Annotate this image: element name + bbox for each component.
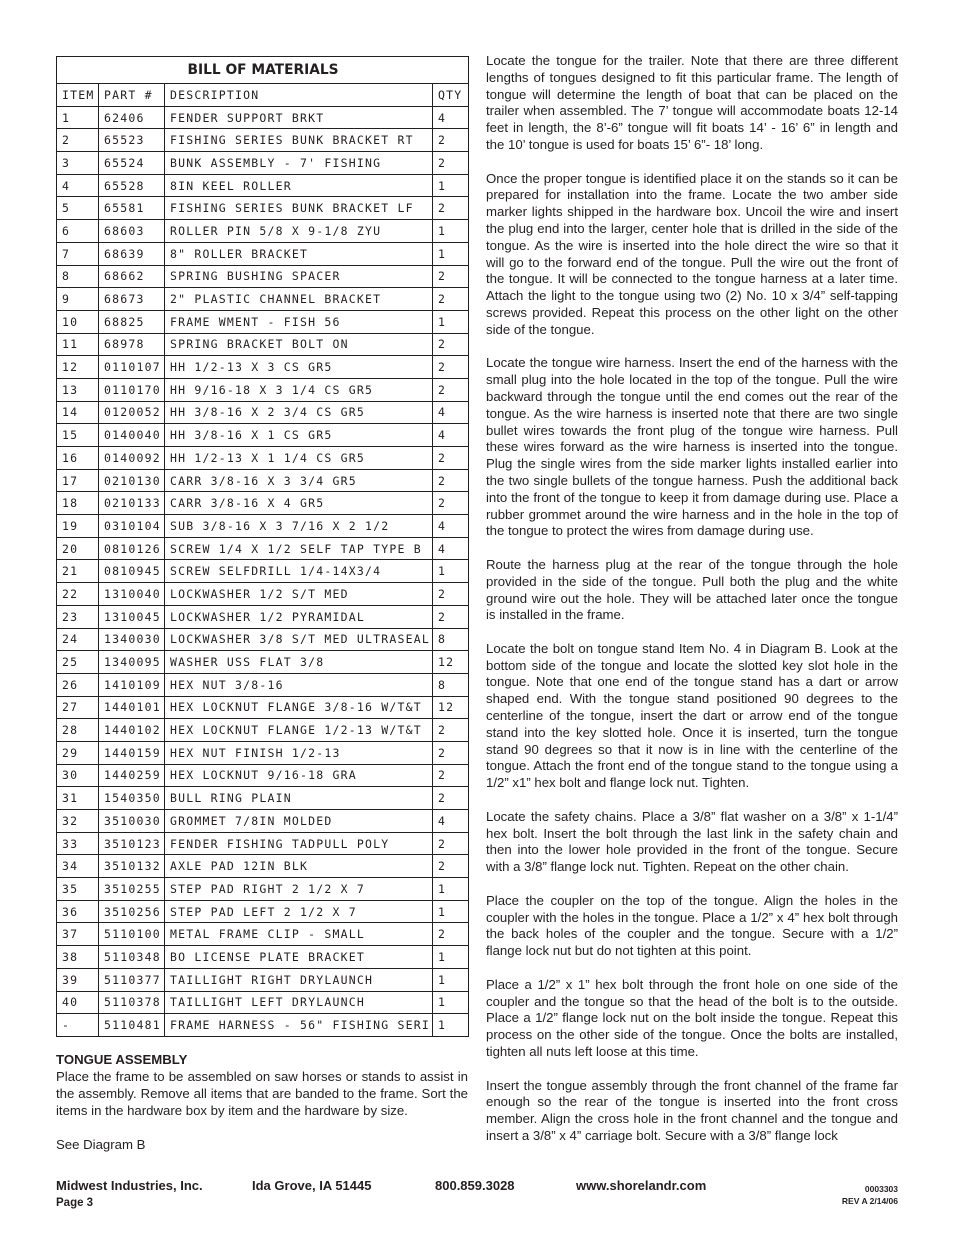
item-description: BO LICENSE PLATE BRACKET bbox=[165, 946, 433, 969]
item-number: 40 bbox=[57, 991, 99, 1014]
table-row bbox=[57, 696, 469, 719]
table-row bbox=[57, 265, 469, 288]
item-description: FENDER SUPPORT BRKT bbox=[165, 106, 433, 129]
item-quantity: 1 bbox=[433, 878, 469, 901]
item-description: STEP PAD LEFT 2 1/2 X 7 bbox=[165, 900, 433, 923]
part-number: 1440159 bbox=[99, 741, 165, 764]
item-quantity: 1 bbox=[433, 946, 469, 969]
table-row bbox=[57, 537, 469, 560]
table-row bbox=[57, 310, 469, 333]
item-quantity: 2 bbox=[433, 378, 469, 401]
part-number: 65524 bbox=[99, 152, 165, 175]
footer-address: Ida Grove, IA 51445 bbox=[252, 1178, 372, 1193]
part-number: 0140040 bbox=[99, 424, 165, 447]
item-number: 19 bbox=[57, 515, 99, 538]
instruction-paragraph: Route the harness plug at the rear of the tongue through the hole provided in the side of the tongue. Pull both the plug and the white ground wire out the hole. They will be attached later once the tongue is installed in the frame. bbox=[486, 556, 898, 623]
instructions-column bbox=[486, 53, 898, 1145]
table-row bbox=[57, 583, 469, 606]
diagram-reference: See Diagram B bbox=[56, 1137, 146, 1152]
item-quantity: 1 bbox=[433, 991, 469, 1014]
item-quantity: 2 bbox=[433, 741, 469, 764]
part-number: 68603 bbox=[99, 220, 165, 243]
item-description: METAL FRAME CLIP - SMALL bbox=[165, 923, 433, 946]
tongue-assembly-section bbox=[56, 1051, 468, 1153]
item-description: FENDER FISHING TADPULL POLY bbox=[165, 832, 433, 855]
item-description: HH 9/16-18 X 3 1/4 CS GR5 bbox=[165, 378, 433, 401]
item-number: 10 bbox=[57, 310, 99, 333]
item-quantity: 1 bbox=[433, 174, 469, 197]
bill-of-materials-table bbox=[56, 56, 469, 1037]
item-quantity: 1 bbox=[433, 560, 469, 583]
item-quantity: 1 bbox=[433, 1014, 469, 1037]
table-row bbox=[57, 288, 469, 311]
part-number: 1310045 bbox=[99, 605, 165, 628]
table-row bbox=[57, 810, 469, 833]
instruction-paragraph: Place a 1/2” x 1” hex bolt through the front hole on one side of the coupler and the tongue so that the head of the bolt is to the outside. Place a 1/2” flange lock nut on the bolt inside the tongue. Repeat this process on the other side of the tongue. Once the bolts are installed, tighten all nuts left loose at this time. bbox=[486, 976, 898, 1060]
table-row bbox=[57, 515, 469, 538]
item-number: 26 bbox=[57, 673, 99, 696]
item-quantity: 4 bbox=[433, 810, 469, 833]
part-number: 1410109 bbox=[99, 673, 165, 696]
column-header-qty: QTY bbox=[433, 84, 469, 107]
item-number: 27 bbox=[57, 696, 99, 719]
part-number: 68639 bbox=[99, 242, 165, 265]
page-footer bbox=[56, 1178, 898, 1218]
item-description: HEX NUT FINISH 1/2-13 bbox=[165, 741, 433, 764]
section-paragraph: Place the frame to be assembled on saw horses or stands to assist in the assembly. Remove all items that are banded to the frame. Sort the items in the hardware box by item and the hardware by size. bbox=[56, 1069, 468, 1118]
item-number: 29 bbox=[57, 741, 99, 764]
column-header-part: PART # bbox=[99, 84, 165, 107]
item-description: LOCKWASHER 3/8 S/T MED ULTRASEAL bbox=[165, 628, 433, 651]
item-quantity: 2 bbox=[433, 923, 469, 946]
item-number: 37 bbox=[57, 923, 99, 946]
item-description: WASHER USS FLAT 3/8 bbox=[165, 651, 433, 674]
document-number: 0003303 bbox=[864, 1184, 898, 1194]
item-number: 31 bbox=[57, 787, 99, 810]
item-number: 1 bbox=[57, 106, 99, 129]
item-number: 35 bbox=[57, 878, 99, 901]
item-number: 39 bbox=[57, 968, 99, 991]
footer-phone: 800.859.3028 bbox=[435, 1178, 515, 1193]
bom-header-row bbox=[57, 84, 469, 107]
part-number: 3510255 bbox=[99, 878, 165, 901]
item-quantity: 2 bbox=[433, 288, 469, 311]
item-quantity: 1 bbox=[433, 968, 469, 991]
table-row bbox=[57, 628, 469, 651]
item-description: HEX NUT 3/8-16 bbox=[165, 673, 433, 696]
instruction-paragraph: Locate the tongue for the trailer. Note that there are three different lengths of tongues designed to fit this particular frame. The length of tongue will determine the length of boat that can be placed on the trailer when assembled. The 7’ tongue will accommodate boats 12-14 feet in length, the 8’-6” tongue will fit boats 14’ - 16’ 6” in length and the 10’ tongue is used for boats 15’ 6”- 18’ long. bbox=[486, 53, 898, 152]
part-number: 0810945 bbox=[99, 560, 165, 583]
bom-title: BILL OF MATERIALS bbox=[67, 57, 458, 84]
column-header-item: ITEM bbox=[57, 84, 99, 107]
item-number: 11 bbox=[57, 333, 99, 356]
item-quantity: 2 bbox=[433, 855, 469, 878]
item-number: 15 bbox=[57, 424, 99, 447]
item-description: HH 3/8-16 X 2 3/4 CS GR5 bbox=[165, 401, 433, 424]
table-row bbox=[57, 991, 469, 1014]
part-number: 1310040 bbox=[99, 583, 165, 606]
part-number: 1540350 bbox=[99, 787, 165, 810]
item-description: SPRING BRACKET BOLT ON bbox=[165, 333, 433, 356]
part-number: 68825 bbox=[99, 310, 165, 333]
table-row bbox=[57, 787, 469, 810]
table-row bbox=[57, 1014, 469, 1037]
item-number: 17 bbox=[57, 469, 99, 492]
item-number: 2 bbox=[57, 129, 99, 152]
table-row bbox=[57, 492, 469, 515]
item-number: 21 bbox=[57, 560, 99, 583]
table-row bbox=[57, 242, 469, 265]
item-number: 12 bbox=[57, 356, 99, 379]
item-description: FRAME WMENT - FISH 56 bbox=[165, 310, 433, 333]
instruction-paragraph: Insert the tongue assembly through the front channel of the frame far enough so the rear of the tongue is inserted into the front cross member. Align the cross hole in the front channel and the tongue and insert a 3/8” x 4” carriage bolt. Secure with a 3/8” flange lock bbox=[486, 1077, 898, 1143]
part-number: 1440101 bbox=[99, 696, 165, 719]
item-number: 34 bbox=[57, 855, 99, 878]
table-row bbox=[57, 832, 469, 855]
part-number: 0120052 bbox=[99, 401, 165, 424]
part-number: 3510132 bbox=[99, 855, 165, 878]
item-quantity: 2 bbox=[433, 719, 469, 742]
item-quantity: 1 bbox=[433, 900, 469, 923]
part-number: 5110481 bbox=[99, 1014, 165, 1037]
page-number: Page 3 bbox=[56, 1197, 94, 1209]
part-number: 1340030 bbox=[99, 628, 165, 651]
item-number: 23 bbox=[57, 605, 99, 628]
table-row bbox=[57, 560, 469, 583]
item-quantity: 2 bbox=[433, 129, 469, 152]
item-number: 24 bbox=[57, 628, 99, 651]
item-number: 7 bbox=[57, 242, 99, 265]
item-description: HH 1/2-13 X 1 1/4 CS GR5 bbox=[165, 447, 433, 470]
part-number: 3510123 bbox=[99, 832, 165, 855]
item-number: 33 bbox=[57, 832, 99, 855]
item-number: 14 bbox=[57, 401, 99, 424]
item-quantity: 8 bbox=[433, 628, 469, 651]
item-quantity: 4 bbox=[433, 515, 469, 538]
table-row bbox=[57, 356, 469, 379]
bom-body bbox=[57, 106, 469, 1036]
item-number: - bbox=[57, 1014, 99, 1037]
item-quantity: 8 bbox=[433, 673, 469, 696]
item-quantity: 12 bbox=[433, 651, 469, 674]
part-number: 3510256 bbox=[99, 900, 165, 923]
item-description: HEX LOCKNUT FLANGE 1/2-13 W/T&T bbox=[165, 719, 433, 742]
table-row bbox=[57, 220, 469, 243]
item-number: 22 bbox=[57, 583, 99, 606]
part-number: 65528 bbox=[99, 174, 165, 197]
table-row bbox=[57, 401, 469, 424]
item-description: 8IN KEEL ROLLER bbox=[165, 174, 433, 197]
instruction-paragraph: Once the proper tongue is identified place it on the stands so it can be prepared for installation into the frame. Locate the two amber side marker lights shipped in the hardware box. Uncoil the wire and insert the plug end into the larger, center hole that is drilled in the side of the tongue. As the wire is inserted into the hole direct the wire so that it will go to the forward end of the tongue. Pull the wire out the front of the tongue. It will be connected to the tongue harness at a later time. Attach the light to the tongue using two (2) No. 10 x 3/4” self-tapping screws provided. Repeat this process on the other light on the other side of the tongue. bbox=[486, 170, 898, 337]
item-description: CARR 3/8-16 X 4 GR5 bbox=[165, 492, 433, 515]
item-quantity: 2 bbox=[433, 333, 469, 356]
table-row bbox=[57, 447, 469, 470]
part-number: 5110377 bbox=[99, 968, 165, 991]
section-heading: TONGUE ASSEMBLY bbox=[56, 1052, 188, 1067]
item-description: TAILLIGHT RIGHT DRYLAUNCH bbox=[165, 968, 433, 991]
item-number: 3 bbox=[57, 152, 99, 175]
table-row bbox=[57, 174, 469, 197]
item-number: 28 bbox=[57, 719, 99, 742]
table-row bbox=[57, 719, 469, 742]
table-row bbox=[57, 878, 469, 901]
instruction-paragraph: Locate the safety chains. Place a 3/8” flat washer on a 3/8” x 1-1/4” hex bolt. Insert the bolt through the last link in the safety chain and then into the lower hole provided in the front of the tongue. Secure with a 3/8” flange lock nut. Tighten. Repeat on the other chain. bbox=[486, 808, 898, 875]
table-row bbox=[57, 424, 469, 447]
item-number: 32 bbox=[57, 810, 99, 833]
table-row bbox=[57, 741, 469, 764]
item-number: 6 bbox=[57, 220, 99, 243]
part-number: 68662 bbox=[99, 265, 165, 288]
item-number: 4 bbox=[57, 174, 99, 197]
item-quantity: 2 bbox=[433, 764, 469, 787]
part-number: 5110100 bbox=[99, 923, 165, 946]
item-description: HH 3/8-16 X 1 CS GR5 bbox=[165, 424, 433, 447]
part-number: 65581 bbox=[99, 197, 165, 220]
item-quantity: 2 bbox=[433, 492, 469, 515]
item-quantity: 2 bbox=[433, 787, 469, 810]
revision-label: REV A 2/14/06 bbox=[841, 1196, 898, 1206]
item-number: 5 bbox=[57, 197, 99, 220]
item-description: FISHING SERIES BUNK BRACKET RT bbox=[165, 129, 433, 152]
part-number: 0210133 bbox=[99, 492, 165, 515]
table-row bbox=[57, 333, 469, 356]
table-row bbox=[57, 764, 469, 787]
part-number: 1340095 bbox=[99, 651, 165, 674]
table-row bbox=[57, 673, 469, 696]
part-number: 5110348 bbox=[99, 946, 165, 969]
item-number: 36 bbox=[57, 900, 99, 923]
item-description: FRAME HARNESS - 56" FISHING SERI bbox=[165, 1014, 433, 1037]
table-row bbox=[57, 378, 469, 401]
part-number: 68673 bbox=[99, 288, 165, 311]
item-quantity: 2 bbox=[433, 265, 469, 288]
item-description: SUB 3/8-16 X 3 7/16 X 2 1/2 bbox=[165, 515, 433, 538]
item-quantity: 2 bbox=[433, 583, 469, 606]
item-description: AXLE PAD 12IN BLK bbox=[165, 855, 433, 878]
part-number: 65523 bbox=[99, 129, 165, 152]
item-description: BULL RING PLAIN bbox=[165, 787, 433, 810]
instruction-paragraph: Locate the tongue wire harness. Insert the end of the harness with the small plug into the hole located in the top of the tongue. Pull the wire backward through the tongue until the end comes out the rear of the tongue. As the wire harness is inserted note that there are two single bullet wires towards the front plug of the tongue wire harness. Pull these wires forward as the wire harness is inserted into the tongue. Plug the single wires from the side marker lights installed earlier into the two single bullets of the tongue harness. Push the additional back into the front of the tongue to keep it from damage during use. Place a rubber grommet around the wire harness and in the hole in the top of the tongue to protect the wires from damage during use. bbox=[486, 355, 898, 539]
item-description: ROLLER PIN 5/8 X 9-1/8 ZYU bbox=[165, 220, 433, 243]
item-number: 16 bbox=[57, 447, 99, 470]
part-number: 68978 bbox=[99, 333, 165, 356]
item-description: SCREW 1/4 X 1/2 SELF TAP TYPE B bbox=[165, 537, 433, 560]
table-row bbox=[57, 129, 469, 152]
item-description: GROMMET 7/8IN MOLDED bbox=[165, 810, 433, 833]
table-row bbox=[57, 968, 469, 991]
item-description: LOCKWASHER 1/2 S/T MED bbox=[165, 583, 433, 606]
item-description: TAILLIGHT LEFT DRYLAUNCH bbox=[165, 991, 433, 1014]
item-quantity: 4 bbox=[433, 537, 469, 560]
item-description: SCREW SELFDRILL 1/4-14X3/4 bbox=[165, 560, 433, 583]
item-description: SPRING BUSHING SPACER bbox=[165, 265, 433, 288]
item-description: STEP PAD RIGHT 2 1/2 X 7 bbox=[165, 878, 433, 901]
item-number: 20 bbox=[57, 537, 99, 560]
item-quantity: 2 bbox=[433, 469, 469, 492]
item-number: 18 bbox=[57, 492, 99, 515]
table-row bbox=[57, 923, 469, 946]
part-number: 3510030 bbox=[99, 810, 165, 833]
instruction-paragraph: Place the coupler on the top of the tongue. Align the holes in the coupler with the holes in the tongue. Place a 1/2” x 4” hex bolt through the back holes of the coupler and the tongue. Secure with a 1/2” flange lock nut but do not tighten at this point. bbox=[486, 892, 898, 959]
instruction-paragraph: Locate the bolt on tongue stand Item No. 4 in Diagram B. Look at the bottom side of the tongue and locate the slotted key slot hole in the tongue. Note that one end of the tongue stand has a dart or arrow shaped end. With the tongue stand positioned 90 degrees to the centerline of the tongue, insert the dart or arrow end of the tongue stand into the key slotted hole. Once it is inserted, turn the tongue stand 90 degrees so that it now is in line with the centerline of the tongue. Attach the front end of the tongue stand to the tongue using a 1/2” x1” hex bolt and flange lock nut. Tighten. bbox=[486, 640, 898, 791]
table-row bbox=[57, 946, 469, 969]
item-quantity: 2 bbox=[433, 152, 469, 175]
item-quantity: 1 bbox=[433, 310, 469, 333]
item-quantity: 4 bbox=[433, 424, 469, 447]
bom-title-row bbox=[57, 57, 469, 84]
item-number: 8 bbox=[57, 265, 99, 288]
table-row bbox=[57, 651, 469, 674]
item-quantity: 4 bbox=[433, 106, 469, 129]
part-number: 0310104 bbox=[99, 515, 165, 538]
part-number: 0210130 bbox=[99, 469, 165, 492]
part-number: 1440259 bbox=[99, 764, 165, 787]
item-quantity: 1 bbox=[433, 220, 469, 243]
item-description: HEX LOCKNUT 9/16-18 GRA bbox=[165, 764, 433, 787]
item-number: 9 bbox=[57, 288, 99, 311]
item-quantity: 4 bbox=[433, 401, 469, 424]
footer-website: www.shorelandr.com bbox=[576, 1178, 707, 1193]
part-number: 1440102 bbox=[99, 719, 165, 742]
table-row bbox=[57, 152, 469, 175]
table-row bbox=[57, 900, 469, 923]
item-quantity: 1 bbox=[433, 242, 469, 265]
item-description: FISHING SERIES BUNK BRACKET LF bbox=[165, 197, 433, 220]
table-row bbox=[57, 605, 469, 628]
column-header-description: DESCRIPTION bbox=[165, 84, 433, 107]
part-number: 0110170 bbox=[99, 378, 165, 401]
item-quantity: 2 bbox=[433, 197, 469, 220]
item-description: 2" PLASTIC CHANNEL BRACKET bbox=[165, 288, 433, 311]
item-number: 30 bbox=[57, 764, 99, 787]
part-number: 62406 bbox=[99, 106, 165, 129]
footer-company: Midwest Industries, Inc. bbox=[56, 1178, 203, 1193]
item-quantity: 12 bbox=[433, 696, 469, 719]
item-description: LOCKWASHER 1/2 PYRAMIDAL bbox=[165, 605, 433, 628]
part-number: 0110107 bbox=[99, 356, 165, 379]
item-quantity: 2 bbox=[433, 605, 469, 628]
table-row bbox=[57, 197, 469, 220]
table-row bbox=[57, 469, 469, 492]
item-quantity: 2 bbox=[433, 447, 469, 470]
part-number: 0140092 bbox=[99, 447, 165, 470]
item-description: HEX LOCKNUT FLANGE 3/8-16 W/T&T bbox=[165, 696, 433, 719]
item-quantity: 2 bbox=[433, 832, 469, 855]
item-number: 25 bbox=[57, 651, 99, 674]
item-number: 13 bbox=[57, 378, 99, 401]
table-row bbox=[57, 106, 469, 129]
item-description: 8" ROLLER BRACKET bbox=[165, 242, 433, 265]
item-description: BUNK ASSEMBLY - 7' FISHING bbox=[165, 152, 433, 175]
part-number: 0810126 bbox=[99, 537, 165, 560]
item-description: HH 1/2-13 X 3 CS GR5 bbox=[165, 356, 433, 379]
table-row bbox=[57, 855, 469, 878]
item-description: CARR 3/8-16 X 3 3/4 GR5 bbox=[165, 469, 433, 492]
part-number: 5110378 bbox=[99, 991, 165, 1014]
item-number: 38 bbox=[57, 946, 99, 969]
item-quantity: 2 bbox=[433, 356, 469, 379]
